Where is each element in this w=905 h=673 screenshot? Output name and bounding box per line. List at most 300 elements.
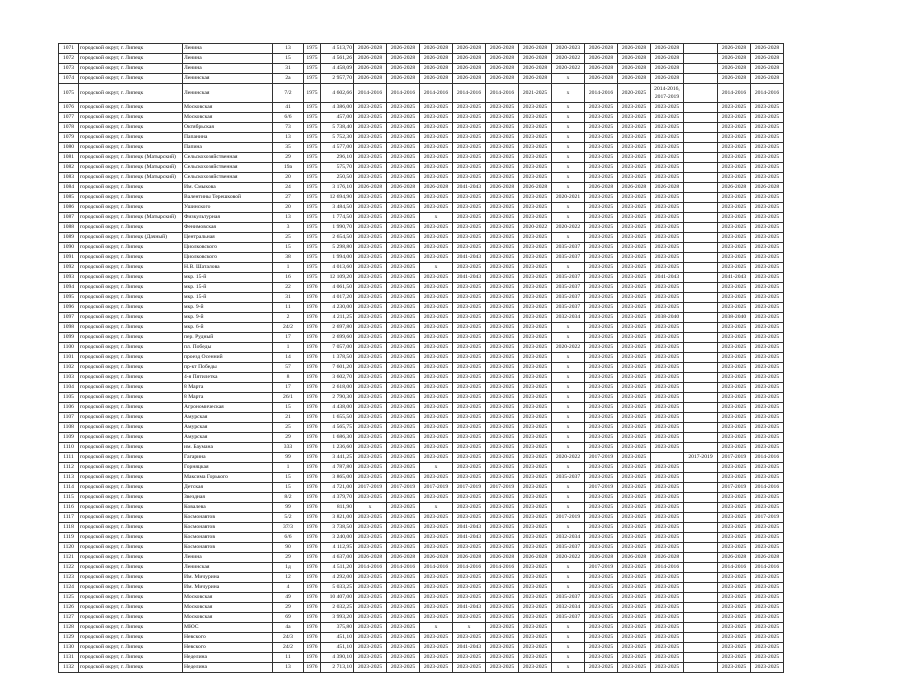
cell-municipality: городской округ, г. Липецк (79, 543, 183, 553)
cell-build-year: 1975 (304, 183, 321, 193)
cell-period-12: 2023-2025 (718, 243, 751, 253)
cell-period-10: 2014-2016, 2017-2019 (651, 84, 684, 103)
cell-row-number: 1114 (59, 483, 79, 493)
cell-period-12: 2038-2040 (718, 313, 751, 323)
cell-period-13: 2023-2025 (751, 383, 784, 393)
cell-period-3: 2023-2025 (420, 233, 453, 243)
cell-period-7: 2035-2037 (552, 253, 585, 263)
cell-period-4: 2023-2025 (453, 333, 486, 343)
cell-period-4: 2023-2025 (453, 613, 486, 623)
cell-period-8: 2026-2028 (585, 74, 618, 84)
cell-period-8: 2014-2016 (585, 84, 618, 103)
cell-period-12: 2023-2025 (718, 263, 751, 273)
cell-period-4: 2023-2025 (453, 133, 486, 143)
cell-period-7: х (552, 573, 585, 583)
cell-period-3: 2023-2025 (420, 543, 453, 553)
cell-period-5: 2023-2025 (486, 363, 519, 373)
cell-period-7: 2032-2034 (552, 603, 585, 613)
cell-period-11 (684, 273, 718, 283)
cell-row-number: 1115 (59, 493, 79, 503)
cell-period-2: 2023-2025 (387, 113, 420, 123)
cell-period-2: 2023-2025 (387, 163, 420, 173)
cell-period-4: 2023-2025 (453, 313, 486, 323)
cell-period-5: 2023-2025 (486, 333, 519, 343)
table-row (59, 153, 784, 163)
cell-period-5: 2023-2025 (486, 193, 519, 203)
cell-period-12: 2026-2028 (718, 183, 751, 193)
cell-period-12: 2023-2025 (718, 373, 751, 383)
cell-street: Космонавтов (183, 513, 273, 523)
table-row (59, 293, 784, 303)
cell-period-1: 2023-2025 (354, 513, 387, 523)
cell-row-number: 1121 (59, 553, 79, 563)
cell-period-9: 2023-2025 (618, 223, 651, 233)
cell-period-13: 2023-2025 (751, 353, 784, 363)
cell-period-6: 2023-2025 (519, 233, 552, 243)
cell-street: Невского (183, 633, 273, 643)
cell-period-13: 2023-2025 (751, 283, 784, 293)
cell-period-1: 2023-2025 (354, 363, 387, 373)
cell-period-4: 2017-2019 (453, 483, 486, 493)
cell-municipality: городской округ, г. Липецк (79, 493, 183, 503)
cell-period-11 (684, 103, 718, 113)
cell-period-9: 2023-2025 (618, 353, 651, 363)
cell-period-5: 2023-2025 (486, 243, 519, 253)
cell-period-12: 2023-2025 (718, 583, 751, 593)
cell-period-7: х (552, 633, 585, 643)
cell-period-7: 2035-2037 (552, 593, 585, 603)
cell-period-1: 2023-2025 (354, 223, 387, 233)
cell-period-9: 2023-2025 (618, 193, 651, 203)
cell-period-8: 2023-2025 (585, 283, 618, 293)
cell-municipality: городской округ, г. Липецк (79, 403, 183, 413)
table-row (59, 313, 784, 323)
cell-build-year: 1976 (304, 583, 321, 593)
cell-municipality: городской округ, г. Липецк (79, 293, 183, 303)
cell-period-3: 2023-2025 (420, 653, 453, 663)
cell-period-3: 2023-2025 (420, 363, 453, 373)
cell-period-12: 2023-2025 (718, 143, 751, 153)
cell-period-2: 2026-2028 (387, 183, 420, 193)
cell-period-10: 2023-2025 (651, 373, 684, 383)
cell-period-7: х (552, 173, 585, 183)
cell-period-5: 2023-2025 (486, 383, 519, 393)
cell-period-8: 2023-2025 (585, 373, 618, 383)
cell-house-number: 8/2 (273, 493, 304, 503)
cell-row-number: 1095 (59, 293, 79, 303)
cell-period-3: 2023-2025 (420, 453, 453, 463)
cell-period-13: 2014-2016 (751, 563, 784, 573)
cell-period-8: 2023-2025 (585, 333, 618, 343)
cell-municipality: городской округ, г. Липецк (79, 623, 183, 633)
cell-period-4: 2023-2025 (453, 513, 486, 523)
cell-period-6: 2023-2025 (519, 143, 552, 153)
cell-period-10: 2023-2025 (651, 603, 684, 613)
cell-period-6: 2026-2028 (519, 183, 552, 193)
cell-period-1: 2023-2025 (354, 243, 387, 253)
cell-street: Горняцкая (183, 463, 273, 473)
cell-period-5: 2023-2025 (486, 633, 519, 643)
cell-period-12: 2023-2025 (718, 213, 751, 223)
cell-street: 4-я Пятилетка (183, 373, 273, 383)
cell-period-7: 2020-2022 (552, 54, 585, 64)
cell-period-6: 2023-2025 (519, 573, 552, 583)
cell-period-5: 2023-2025 (486, 443, 519, 453)
cell-period-13: 2023-2025 (751, 593, 784, 603)
table-row (59, 353, 784, 363)
cell-period-11 (684, 133, 718, 143)
cell-period-5: 2023-2025 (486, 413, 519, 423)
cell-period-5: 2023-2025 (486, 113, 519, 123)
cell-period-12: 2023-2025 (718, 433, 751, 443)
cell-period-12: 2023-2025 (718, 593, 751, 603)
cell-period-7: х (552, 383, 585, 393)
cell-municipality: городской округ, г. Липецк (79, 64, 183, 74)
cell-period-11 (684, 563, 718, 573)
cell-period-12: 2023-2025 (718, 303, 751, 313)
table-row (59, 323, 784, 333)
cell-period-13: 2023-2025 (751, 373, 784, 383)
cell-street: проезд Осенний (183, 353, 273, 363)
cell-street: Гагарина (183, 453, 273, 463)
cell-house-number: 29 (273, 603, 304, 613)
cell-period-4: 2023-2025 (453, 543, 486, 553)
cell-period-6: 2023-2025 (519, 373, 552, 383)
cell-period-10: 2023-2025 (651, 573, 684, 583)
cell-area: 1 686,30 (321, 433, 354, 443)
cell-period-1: 2023-2025 (354, 663, 387, 673)
cell-period-7: 2035-2037 (552, 283, 585, 293)
cell-period-9: 2023-2025 (618, 643, 651, 653)
cell-municipality: городской округ, г. Липецк (79, 74, 183, 84)
cell-period-7: х (552, 463, 585, 473)
cell-period-3: 2023-2025 (420, 523, 453, 533)
cell-period-13: 2023-2025 (751, 423, 784, 433)
cell-period-6: 2023-2025 (519, 603, 552, 613)
cell-period-11 (684, 74, 718, 84)
cell-area: 811,90 (321, 503, 354, 513)
cell-row-number: 1077 (59, 113, 79, 123)
cell-period-4: 2023-2025 (453, 363, 486, 373)
cell-build-year: 1976 (304, 573, 321, 583)
cell-street: Московская (183, 103, 273, 113)
table-row (59, 633, 784, 643)
cell-period-2: 2023-2025 (387, 323, 420, 333)
table-row (59, 74, 784, 84)
cell-build-year: 1976 (304, 393, 321, 403)
table-row (59, 563, 784, 573)
cell-row-number: 1127 (59, 613, 79, 623)
cell-period-5: 2023-2025 (486, 513, 519, 523)
cell-period-3: 2023-2025 (420, 573, 453, 583)
cell-period-3: 2023-2025 (420, 253, 453, 263)
cell-house-number: 90 (273, 543, 304, 553)
cell-period-12: 2023-2025 (718, 603, 751, 613)
cell-period-1: 2023-2025 (354, 333, 387, 343)
cell-period-13: 2023-2025 (751, 253, 784, 263)
cell-period-1: 2023-2025 (354, 263, 387, 273)
cell-municipality: городской округ, г. Липецк (79, 453, 183, 463)
table-row (59, 343, 784, 353)
cell-period-13: 2023-2025 (751, 443, 784, 453)
cell-build-year: 1976 (304, 503, 321, 513)
cell-period-12: 2023-2025 (718, 113, 751, 123)
cell-street: 8 Марта (183, 383, 273, 393)
cell-street: Н.В. Шаталова (183, 263, 273, 273)
cell-build-year: 1976 (304, 303, 321, 313)
cell-house-number: 19а (273, 163, 304, 173)
cell-period-9: 2023-2025 (618, 143, 651, 153)
cell-period-6: 2023-2025 (519, 583, 552, 593)
cell-area: 2 032,25 (321, 603, 354, 613)
cell-period-9: 2023-2025 (618, 113, 651, 123)
cell-period-1: 2023-2025 (354, 543, 387, 553)
table-row (59, 213, 784, 223)
cell-house-number: 13 (273, 213, 304, 223)
cell-row-number: 1119 (59, 533, 79, 543)
cell-period-4: х (453, 623, 486, 633)
cell-municipality: городской округ, г. Липецк (79, 613, 183, 623)
cell-period-7: 2020-2022 (552, 453, 585, 463)
cell-period-9: 2023-2025 (618, 463, 651, 473)
cell-period-13: 2014-2016 (751, 483, 784, 493)
cell-period-5: 2026-2028 (486, 64, 519, 74)
cell-period-10: 2023-2025 (651, 513, 684, 523)
cell-period-10: 2023-2025 (651, 303, 684, 313)
table-row (59, 533, 784, 543)
cell-period-5: 2026-2028 (486, 54, 519, 64)
cell-period-13: 2023-2025 (751, 303, 784, 313)
cell-period-11 (684, 423, 718, 433)
cell-period-2: 2023-2025 (387, 343, 420, 353)
cell-area: 4 390,10 (321, 653, 354, 663)
cell-build-year: 1976 (304, 593, 321, 603)
cell-period-1: 2023-2025 (354, 523, 387, 533)
cell-period-9: 2023-2025 (618, 383, 651, 393)
cell-period-9: 2023-2025 (618, 363, 651, 373)
cell-period-3: х (420, 503, 453, 513)
cell-build-year: 1975 (304, 213, 321, 223)
cell-period-13: 2023-2025 (751, 393, 784, 403)
cell-period-5: 2023-2025 (486, 643, 519, 653)
cell-row-number: 1080 (59, 143, 79, 153)
cell-period-10: 2023-2025 (651, 533, 684, 543)
cell-area: 1 774,50 (321, 213, 354, 223)
cell-period-13: 2023-2025 (751, 463, 784, 473)
cell-period-13: 2023-2025 (751, 153, 784, 163)
cell-period-13: 2023-2025 (751, 113, 784, 123)
cell-build-year: 1976 (304, 433, 321, 443)
cell-period-7: х (552, 123, 585, 133)
cell-period-9: 2023-2025 (618, 523, 651, 533)
cell-period-3: 2023-2025 (420, 533, 453, 543)
cell-period-5: 2023-2025 (486, 213, 519, 223)
cell-period-12: 2023-2025 (718, 103, 751, 113)
cell-period-10: 2023-2025 (651, 643, 684, 653)
table-row (59, 663, 784, 673)
cell-period-8: 2023-2025 (585, 533, 618, 543)
cell-build-year: 1976 (304, 543, 321, 553)
cell-period-10: 2023-2025 (651, 443, 684, 453)
cell-period-8: 2023-2025 (585, 433, 618, 443)
cell-area: 4 565,75 (321, 423, 354, 433)
cell-street: мкр. 6-й (183, 323, 273, 333)
cell-period-1: 2023-2025 (354, 293, 387, 303)
cell-period-8: 2023-2025 (585, 343, 618, 353)
cell-area: 3 441,25 (321, 453, 354, 463)
cell-period-6: 2023-2025 (519, 153, 552, 163)
cell-period-9: 2023-2025 (618, 533, 651, 543)
cell-period-10: 2023-2025 (651, 463, 684, 473)
cell-period-4: 2023-2025 (453, 663, 486, 673)
cell-period-1: 2023-2025 (354, 433, 387, 443)
cell-period-7: 2020-2021 (552, 193, 585, 203)
cell-period-8: 2023-2025 (585, 623, 618, 633)
cell-period-4: 2023-2025 (453, 583, 486, 593)
cell-period-11 (684, 643, 718, 653)
cell-period-10: 2023-2025 (651, 163, 684, 173)
cell-period-10: 2023-2025 (651, 363, 684, 373)
cell-period-10: 2023-2025 (651, 523, 684, 533)
cell-municipality: городской округ, г. Липецк (79, 463, 183, 473)
cell-period-6: 2023-2025 (519, 343, 552, 353)
cell-period-2: 2023-2025 (387, 223, 420, 233)
cell-period-8: 2023-2025 (585, 123, 618, 133)
table-row (59, 573, 784, 583)
cell-period-12: 2023-2025 (718, 353, 751, 363)
cell-period-12: 2023-2025 (718, 663, 751, 673)
cell-house-number: 25 (273, 423, 304, 433)
cell-period-13: 2023-2025 (751, 603, 784, 613)
cell-period-6: 2023-2025 (519, 163, 552, 173)
cell-period-5: 2026-2028 (486, 183, 519, 193)
cell-period-10 (651, 453, 684, 463)
cell-build-year: 1975 (304, 233, 321, 243)
cell-period-9: 2023-2025 (618, 263, 651, 273)
cell-period-7: 2020-2022 (552, 343, 585, 353)
cell-row-number: 1109 (59, 433, 79, 443)
cell-row-number: 1086 (59, 203, 79, 213)
cell-area: 4 637,00 (321, 553, 354, 563)
cell-period-8: 2023-2025 (585, 293, 618, 303)
cell-row-number: 1082 (59, 163, 79, 173)
cell-build-year: 1976 (304, 413, 321, 423)
cell-house-number: 24/2 (273, 643, 304, 653)
cell-period-10: 2023-2025 (651, 243, 684, 253)
cell-street: пер. Рудный (183, 333, 273, 343)
cell-period-3: 2023-2025 (420, 433, 453, 443)
cell-period-6: 2023-2025 (519, 333, 552, 343)
cell-period-5: 2023-2025 (486, 423, 519, 433)
cell-period-11 (684, 283, 718, 293)
cell-period-9: 2023-2025 (618, 123, 651, 133)
cell-period-12: 2023-2025 (718, 473, 751, 483)
cell-period-11 (684, 483, 718, 493)
cell-period-1: 2023-2025 (354, 633, 387, 643)
cell-period-12: 2014-2016 (718, 84, 751, 103)
cell-period-4: 2023-2025 (453, 383, 486, 393)
cell-period-1: 2023-2025 (354, 273, 387, 283)
cell-street: Папанина (183, 133, 273, 143)
table-row (59, 173, 784, 183)
cell-area: 4 721,00 (321, 483, 354, 493)
cell-period-1: 2023-2025 (354, 373, 387, 383)
cell-period-4: 2023-2025 (453, 463, 486, 473)
cell-row-number: 1084 (59, 183, 79, 193)
cell-period-6: 2023-2025 (519, 473, 552, 483)
cell-area: 4 577,00 (321, 143, 354, 153)
cell-row-number: 1087 (59, 213, 79, 223)
cell-period-9: 2023-2025 (618, 413, 651, 423)
cell-period-11 (684, 223, 718, 233)
cell-house-number: 25 (273, 233, 304, 243)
cell-period-3: 2023-2025 (420, 353, 453, 363)
cell-period-13: 2023-2025 (751, 623, 784, 633)
cell-period-1: 2023-2025 (354, 643, 387, 653)
cell-row-number: 1122 (59, 563, 79, 573)
cell-period-4: 2041-2043 (453, 273, 486, 283)
cell-row-number: 1074 (59, 74, 79, 84)
cell-area: 3 865,00 (321, 473, 354, 483)
cell-street: Центральная (183, 233, 273, 243)
cell-period-6: 2023-2025 (519, 133, 552, 143)
cell-period-1: 2026-2028 (354, 54, 387, 64)
cell-period-1: 2026-2028 (354, 553, 387, 563)
cell-period-6: 2023-2025 (519, 513, 552, 523)
cell-period-5: 2026-2028 (486, 553, 519, 563)
cell-period-1: 2023-2025 (354, 613, 387, 623)
cell-area: 4 017,20 (321, 293, 354, 303)
cell-period-4: 2023-2025 (453, 163, 486, 173)
cell-municipality: городской округ, г. Липецк (79, 333, 183, 343)
cell-period-10: 2026-2028 (651, 74, 684, 84)
cell-house-number: 16 (273, 273, 304, 283)
cell-period-9: 2023-2025 (618, 473, 651, 483)
table-row (59, 473, 784, 483)
cell-period-2: 2023-2025 (387, 433, 420, 443)
cell-house-number: 13 (273, 133, 304, 143)
cell-period-8: 2026-2028 (585, 64, 618, 74)
cell-period-3: 2023-2025 (420, 273, 453, 283)
cell-period-11 (684, 603, 718, 613)
cell-build-year: 1976 (304, 343, 321, 353)
cell-period-7: 2020-2022 (552, 223, 585, 233)
cell-period-12: 2026-2028 (718, 553, 751, 563)
cell-period-13: 2023-2025 (751, 333, 784, 343)
cell-period-9: 2023-2025 (618, 153, 651, 163)
cell-period-9: 2023-2025 (618, 273, 651, 283)
cell-period-2: 2023-2025 (387, 123, 420, 133)
cell-period-1: 2023-2025 (354, 163, 387, 173)
cell-period-4: 2023-2025 (453, 353, 486, 363)
table-row (59, 373, 784, 383)
cell-period-6: 2023-2025 (519, 293, 552, 303)
cell-period-11 (684, 413, 718, 423)
cell-period-13: 2023-2025 (751, 653, 784, 663)
cell-house-number: 11 (273, 653, 304, 663)
cell-period-3: 2026-2028 (420, 54, 453, 64)
cell-area: 7 057,00 (321, 343, 354, 353)
cell-period-11 (684, 303, 718, 313)
cell-period-12: 2026-2028 (718, 74, 751, 84)
table-row (59, 133, 784, 143)
cell-period-9: 2026-2028 (618, 183, 651, 193)
cell-municipality: городской округ, г. Липецк (79, 363, 183, 373)
cell-house-number: 26/1 (273, 393, 304, 403)
cell-street: Циолковского (183, 243, 273, 253)
cell-street: Сельскохозяйственная (183, 173, 273, 183)
cell-municipality: городской округ, г. Липецк (Матырский) (79, 153, 183, 163)
